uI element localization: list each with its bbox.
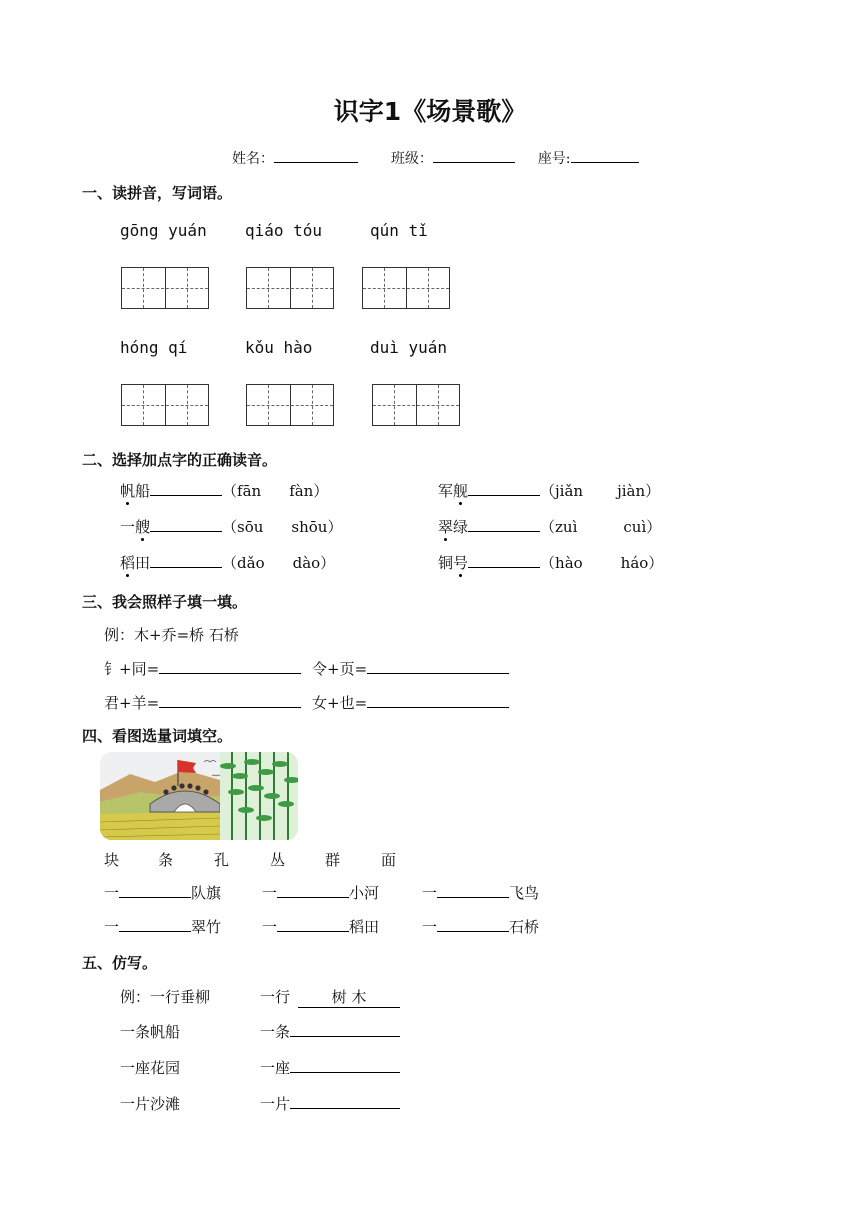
scene-illustration xyxy=(100,752,298,840)
word-option: 群 xyxy=(325,851,341,869)
answer-line[interactable] xyxy=(468,552,540,568)
example-text: 例：木+乔=桥 石桥 xyxy=(104,626,239,644)
pinyin-2: qiáo tóu xyxy=(245,221,323,240)
writing-grid[interactable] xyxy=(372,384,460,426)
pinyin-4: hóng qí xyxy=(120,338,188,357)
word-option: 孔 xyxy=(214,851,230,869)
pronunciation-item: 帆船 （fān fàn） xyxy=(120,482,329,500)
section1-heading: 一、读拼音，写词语。 xyxy=(82,184,233,202)
fill-item: 一 翠竹 xyxy=(104,918,222,936)
name-field[interactable] xyxy=(274,147,358,163)
imitation-left: 一条帆船 xyxy=(120,1023,181,1041)
pronunciation-item: 军舰 （jiǎn jiàn） xyxy=(438,482,661,500)
pronunciation-item: 铜号 （hào háo） xyxy=(438,554,664,572)
compose-item: 君+羊= xyxy=(104,692,301,713)
dotted-char: 舰 xyxy=(453,482,469,500)
answer-line[interactable] xyxy=(290,1057,400,1073)
word-option: 条 xyxy=(158,851,174,869)
dotted-char: 稻 xyxy=(120,554,136,572)
answer-line[interactable] xyxy=(290,1021,400,1037)
class-field[interactable] xyxy=(433,147,515,163)
answer-line[interactable] xyxy=(290,1093,400,1109)
writing-grid[interactable] xyxy=(362,267,450,309)
seat-label: 座号: xyxy=(537,151,571,167)
fill-item: 一 稻田 xyxy=(262,918,380,936)
word-option: 丛 xyxy=(270,851,286,869)
writing-grid[interactable] xyxy=(246,267,334,309)
fill-item: 一 石桥 xyxy=(422,918,540,936)
class-label: 班级： xyxy=(390,151,433,167)
dotted-char: 艘 xyxy=(135,518,151,536)
answer-line[interactable] xyxy=(150,552,222,568)
imitation-item: 一条 xyxy=(260,1021,400,1042)
section5-heading: 五、仿写。 xyxy=(82,954,158,972)
student-info xyxy=(232,147,639,168)
word-option: 面 xyxy=(381,851,397,869)
page-title: 识字1《场景歌》 xyxy=(333,97,527,126)
answer-line[interactable] xyxy=(150,480,222,496)
section2-heading: 二、选择加点字的正确读音。 xyxy=(82,451,278,469)
imitation-item: 一座 xyxy=(260,1057,400,1078)
compose-item: 钅+同= xyxy=(104,658,301,679)
seat-field[interactable] xyxy=(571,147,639,163)
pinyin-6: duì yuán xyxy=(370,338,448,357)
dotted-char: 号 xyxy=(453,554,469,572)
pinyin-3: qún tǐ xyxy=(370,221,428,240)
writing-grid[interactable] xyxy=(121,384,209,426)
answer-line[interactable] xyxy=(150,516,222,532)
answer-line[interactable] xyxy=(119,916,191,932)
pronunciation-item: 一艘 （sōu shōu） xyxy=(120,518,343,536)
answer-line[interactable] xyxy=(277,882,349,898)
pronunciation-item: 翠绿 （zuì cuì） xyxy=(438,518,662,536)
name-label: 姓名： xyxy=(232,151,274,167)
dotted-char: 翠 xyxy=(438,518,454,536)
answer-line[interactable] xyxy=(468,480,540,496)
writing-grid[interactable] xyxy=(246,384,334,426)
writing-grid[interactable] xyxy=(121,267,209,309)
word-option: 块 xyxy=(104,851,120,869)
answer-line[interactable] xyxy=(159,692,301,708)
section4-heading: 四、看图选量词填空。 xyxy=(82,727,233,745)
answer-line[interactable] xyxy=(367,658,509,674)
compose-item: 令+页= xyxy=(312,658,509,679)
example-answer: 树 木 xyxy=(298,986,400,1008)
pinyin-5: kǒu hào xyxy=(245,338,313,357)
imitation-item: 一片 xyxy=(260,1093,400,1114)
section3-heading: 三、我会照样子填一填。 xyxy=(82,593,248,611)
answer-line[interactable] xyxy=(437,882,509,898)
example-left: 例：一行垂柳 xyxy=(120,988,211,1006)
imitation-left: 一座花园 xyxy=(120,1059,181,1077)
fill-item: 一 队旗 xyxy=(104,884,222,902)
answer-line[interactable] xyxy=(367,692,509,708)
compose-item: 女+也= xyxy=(312,692,509,713)
pinyin-1: gōng yuán xyxy=(120,221,207,240)
pronunciation-item: 稻田 （dǎo dào） xyxy=(120,554,336,572)
answer-line[interactable] xyxy=(277,916,349,932)
dotted-char: 帆 xyxy=(120,482,136,500)
answer-line[interactable] xyxy=(468,516,540,532)
imitation-item: 一行 树 木 xyxy=(260,986,400,1008)
answer-line[interactable] xyxy=(437,916,509,932)
imitation-left: 一片沙滩 xyxy=(120,1095,181,1113)
answer-line[interactable] xyxy=(159,658,301,674)
answer-line[interactable] xyxy=(119,882,191,898)
fill-item: 一 飞鸟 xyxy=(422,884,540,902)
fill-item: 一 小河 xyxy=(262,884,380,902)
